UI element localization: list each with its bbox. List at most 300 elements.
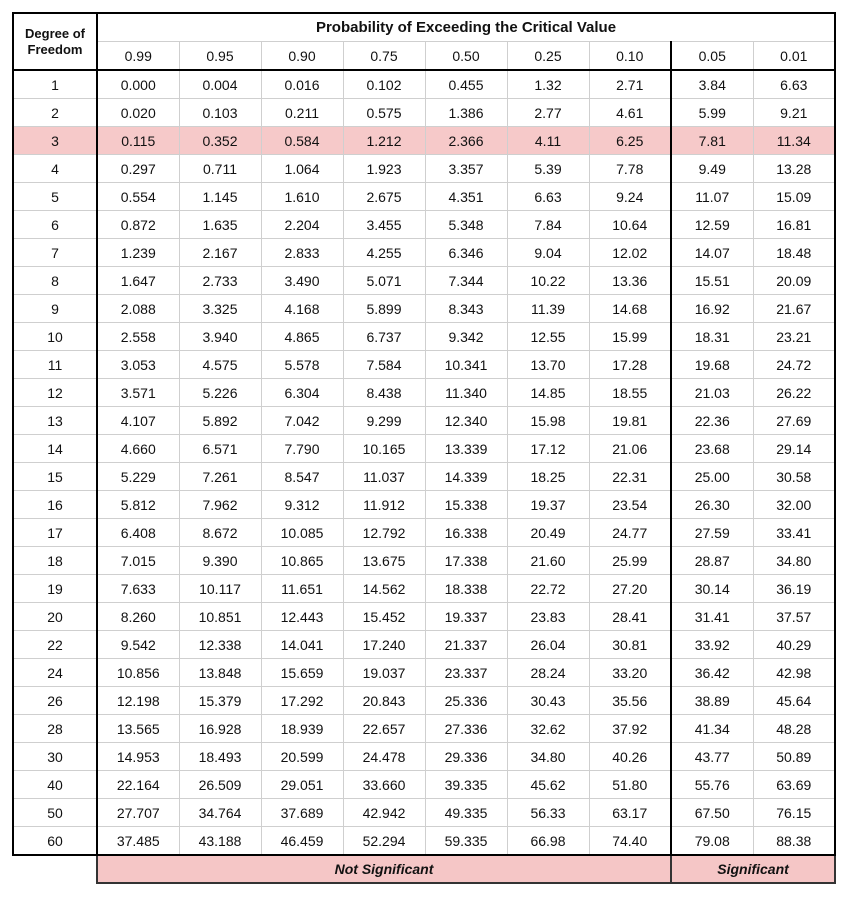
table-row [13,295,835,323]
critical-value-cell: 30.81 [589,631,671,659]
table-row-highlighted [13,127,835,155]
critical-value-cell: 14.041 [261,631,343,659]
critical-value-cell: 67.50 [671,799,753,827]
critical-value-cell: 25.99 [589,547,671,575]
critical-value-cell: 9.21 [753,99,835,127]
table-row [13,351,835,379]
critical-value-cell: 63.17 [589,799,671,827]
critical-value-cell: 3.357 [425,155,507,183]
critical-value-cell: 15.09 [753,183,835,211]
table-row [13,323,835,351]
critical-value-cell: 8.672 [179,519,261,547]
critical-value-cell: 13.339 [425,435,507,463]
table-row [13,407,835,435]
critical-value-cell: 22.164 [97,771,179,799]
critical-value-cell: 12.55 [507,323,589,351]
critical-value-cell: 0.016 [261,70,343,99]
critical-value-cell: 20.843 [343,687,425,715]
critical-value-cell: 1.064 [261,155,343,183]
critical-value-cell: 48.28 [753,715,835,743]
degree-of-freedom-cell: 15 [13,463,97,491]
critical-value-cell: 32.62 [507,715,589,743]
critical-value-cell: 41.34 [671,715,753,743]
critical-value-cell: 7.015 [97,547,179,575]
header-row-group [13,13,835,42]
critical-value-cell: 19.81 [589,407,671,435]
degree-of-freedom-cell: 3 [13,127,97,155]
critical-value-cell: 19.37 [507,491,589,519]
critical-value-cell: 24.72 [753,351,835,379]
critical-value-cell: 50.89 [753,743,835,771]
critical-value-cell: 4.11 [507,127,589,155]
degree-of-freedom-cell: 22 [13,631,97,659]
critical-value-cell: 0.297 [97,155,179,183]
critical-value-cell: 0.115 [97,127,179,155]
critical-value-cell: 9.312 [261,491,343,519]
critical-value-cell: 10.856 [97,659,179,687]
critical-value-cell: 66.98 [507,827,589,856]
table-row [13,771,835,799]
critical-value-cell: 1.239 [97,239,179,267]
critical-value-cell: 26.04 [507,631,589,659]
critical-value-cell: 29.051 [261,771,343,799]
critical-value-cell: 4.865 [261,323,343,351]
critical-value-cell: 2.558 [97,323,179,351]
critical-value-cell: 52.294 [343,827,425,856]
critical-value-cell: 3.84 [671,70,753,99]
critical-value-cell: 7.962 [179,491,261,519]
critical-value-cell: 2.675 [343,183,425,211]
critical-value-cell: 32.00 [753,491,835,519]
critical-value-cell: 0.211 [261,99,343,127]
probability-header: 0.90 [261,42,343,71]
critical-value-cell: 0.711 [179,155,261,183]
critical-value-cell: 25.336 [425,687,507,715]
critical-value-cell: 45.64 [753,687,835,715]
critical-value-cell: 7.81 [671,127,753,155]
critical-value-cell: 34.80 [753,547,835,575]
critical-value-cell: 11.912 [343,491,425,519]
critical-value-cell: 23.54 [589,491,671,519]
degree-of-freedom-cell: 24 [13,659,97,687]
table-footer [13,855,835,883]
critical-value-cell: 15.99 [589,323,671,351]
critical-value-cell: 6.346 [425,239,507,267]
degree-of-freedom-cell: 4 [13,155,97,183]
degree-of-freedom-cell: 8 [13,267,97,295]
probability-header: 0.25 [507,42,589,71]
critical-value-cell: 0.102 [343,70,425,99]
critical-value-cell: 7.042 [261,407,343,435]
critical-value-cell: 5.899 [343,295,425,323]
critical-value-cell: 10.085 [261,519,343,547]
critical-value-cell: 42.942 [343,799,425,827]
critical-value-cell: 13.70 [507,351,589,379]
table-row [13,659,835,687]
critical-value-cell: 55.76 [671,771,753,799]
critical-value-cell: 35.56 [589,687,671,715]
degree-of-freedom-cell: 11 [13,351,97,379]
table-row [13,687,835,715]
critical-value-cell: 12.792 [343,519,425,547]
critical-value-cell: 4.660 [97,435,179,463]
critical-value-cell: 21.337 [425,631,507,659]
table-row [13,519,835,547]
degree-of-freedom-header [13,13,97,70]
critical-value-cell: 28.24 [507,659,589,687]
critical-value-cell: 4.351 [425,183,507,211]
degree-of-freedom-cell: 28 [13,715,97,743]
critical-value-cell: 33.41 [753,519,835,547]
critical-value-cell: 10.341 [425,351,507,379]
critical-value-cell: 19.337 [425,603,507,631]
critical-value-cell: 11.39 [507,295,589,323]
critical-value-cell: 15.659 [261,659,343,687]
critical-value-cell: 11.34 [753,127,835,155]
significant-band: Significant [671,855,835,883]
critical-value-cell: 27.59 [671,519,753,547]
degree-of-freedom-cell: 60 [13,827,97,856]
degree-of-freedom-cell: 14 [13,435,97,463]
table-row [13,155,835,183]
degree-of-freedom-cell: 20 [13,603,97,631]
critical-value-cell: 20.599 [261,743,343,771]
degree-of-freedom-cell: 17 [13,519,97,547]
table-row [13,463,835,491]
critical-value-cell: 29.14 [753,435,835,463]
critical-value-cell: 2.088 [97,295,179,323]
critical-value-cell: 16.338 [425,519,507,547]
critical-value-cell: 0.020 [97,99,179,127]
critical-value-cell: 29.336 [425,743,507,771]
critical-value-cell: 8.547 [261,463,343,491]
critical-value-cell: 40.29 [753,631,835,659]
critical-value-cell: 21.06 [589,435,671,463]
critical-value-cell: 0.575 [343,99,425,127]
critical-value-cell: 2.167 [179,239,261,267]
critical-value-cell: 25.00 [671,463,753,491]
critical-value-cell: 0.584 [261,127,343,155]
critical-value-cell: 3.940 [179,323,261,351]
critical-value-cell: 18.55 [589,379,671,407]
probability-header: 0.50 [425,42,507,71]
critical-value-cell: 33.92 [671,631,753,659]
critical-value-cell: 30.43 [507,687,589,715]
critical-value-cell: 7.78 [589,155,671,183]
degree-of-freedom-cell: 13 [13,407,97,435]
table-row [13,547,835,575]
table-row [13,267,835,295]
table-row [13,631,835,659]
critical-value-cell: 6.408 [97,519,179,547]
critical-value-cell: 37.485 [97,827,179,856]
critical-value-cell: 37.57 [753,603,835,631]
critical-value-cell: 18.31 [671,323,753,351]
critical-value-cell: 19.68 [671,351,753,379]
critical-value-cell: 26.509 [179,771,261,799]
degree-of-freedom-cell: 40 [13,771,97,799]
critical-value-cell: 46.459 [261,827,343,856]
critical-value-cell: 21.67 [753,295,835,323]
table-row [13,799,835,827]
critical-value-cell: 2.366 [425,127,507,155]
table-row [13,743,835,771]
critical-value-cell: 2.833 [261,239,343,267]
probability-header: 0.05 [671,42,753,71]
critical-value-cell: 15.379 [179,687,261,715]
table-row [13,183,835,211]
critical-value-cell: 10.865 [261,547,343,575]
degree-header-line1: Degree of [25,25,85,41]
critical-value-cell: 12.338 [179,631,261,659]
probability-header: 0.75 [343,42,425,71]
critical-value-cell: 63.69 [753,771,835,799]
critical-value-cell: 4.107 [97,407,179,435]
critical-value-cell: 17.240 [343,631,425,659]
footer-spacer [13,855,97,883]
critical-value-cell: 23.83 [507,603,589,631]
critical-value-cell: 4.575 [179,351,261,379]
critical-value-cell: 27.69 [753,407,835,435]
critical-value-cell: 34.80 [507,743,589,771]
degree-of-freedom-cell: 50 [13,799,97,827]
degree-of-freedom-cell: 6 [13,211,97,239]
table-row [13,827,835,856]
critical-value-cell: 17.28 [589,351,671,379]
critical-value-cell: 7.790 [261,435,343,463]
probability-group-header: Probability of Exceeding the Critical Value [97,13,835,42]
critical-value-cell: 51.80 [589,771,671,799]
critical-value-cell: 12.59 [671,211,753,239]
critical-value-cell: 28.87 [671,547,753,575]
critical-value-cell: 49.335 [425,799,507,827]
critical-value-cell: 24.77 [589,519,671,547]
critical-value-cell: 5.071 [343,267,425,295]
critical-value-cell: 10.117 [179,575,261,603]
critical-value-cell: 9.24 [589,183,671,211]
degree-of-freedom-cell: 12 [13,379,97,407]
critical-value-cell: 6.571 [179,435,261,463]
critical-value-cell: 74.40 [589,827,671,856]
critical-value-cell: 39.335 [425,771,507,799]
critical-value-cell: 56.33 [507,799,589,827]
critical-value-cell: 20.49 [507,519,589,547]
critical-value-cell: 27.707 [97,799,179,827]
critical-value-cell: 21.03 [671,379,753,407]
critical-value-cell: 9.342 [425,323,507,351]
critical-value-cell: 15.98 [507,407,589,435]
table-row [13,435,835,463]
critical-value-cell: 6.304 [261,379,343,407]
critical-value-cell: 14.339 [425,463,507,491]
probability-header: 0.99 [97,42,179,71]
critical-value-cell: 6.63 [753,70,835,99]
critical-value-cell: 9.04 [507,239,589,267]
critical-value-cell: 11.037 [343,463,425,491]
critical-value-cell: 38.89 [671,687,753,715]
critical-value-cell: 0.000 [97,70,179,99]
critical-value-cell: 33.20 [589,659,671,687]
table-row [13,715,835,743]
critical-value-cell: 36.42 [671,659,753,687]
critical-value-cell: 9.390 [179,547,261,575]
critical-value-cell: 5.99 [671,99,753,127]
critical-value-cell: 22.36 [671,407,753,435]
critical-value-cell: 4.61 [589,99,671,127]
critical-value-cell: 42.98 [753,659,835,687]
chi-square-table-container [12,12,836,884]
critical-value-cell: 36.19 [753,575,835,603]
critical-value-cell: 9.299 [343,407,425,435]
critical-value-cell: 0.103 [179,99,261,127]
critical-value-cell: 33.660 [343,771,425,799]
table-row [13,379,835,407]
degree-of-freedom-cell: 2 [13,99,97,127]
critical-value-cell: 7.84 [507,211,589,239]
significance-band-row [13,855,835,883]
critical-value-cell: 79.08 [671,827,753,856]
critical-value-cell: 21.60 [507,547,589,575]
critical-value-cell: 17.292 [261,687,343,715]
critical-value-cell: 7.261 [179,463,261,491]
critical-value-cell: 17.338 [425,547,507,575]
critical-value-cell: 45.62 [507,771,589,799]
critical-value-cell: 10.165 [343,435,425,463]
critical-value-cell: 6.737 [343,323,425,351]
critical-value-cell: 17.12 [507,435,589,463]
critical-value-cell: 13.28 [753,155,835,183]
critical-value-cell: 1.635 [179,211,261,239]
critical-value-cell: 1.32 [507,70,589,99]
critical-value-cell: 23.68 [671,435,753,463]
degree-header-line2: Freedom [27,41,83,57]
critical-value-cell: 2.77 [507,99,589,127]
critical-value-cell: 10.64 [589,211,671,239]
critical-value-cell: 13.565 [97,715,179,743]
critical-value-cell: 34.764 [179,799,261,827]
critical-value-cell: 15.51 [671,267,753,295]
critical-value-cell: 43.188 [179,827,261,856]
critical-value-cell: 1.647 [97,267,179,295]
critical-value-cell: 0.554 [97,183,179,211]
critical-value-cell: 15.338 [425,491,507,519]
critical-value-cell: 0.004 [179,70,261,99]
critical-value-cell: 59.335 [425,827,507,856]
critical-value-cell: 0.352 [179,127,261,155]
critical-value-cell: 12.02 [589,239,671,267]
critical-value-cell: 7.633 [97,575,179,603]
table-row [13,603,835,631]
critical-value-cell: 18.48 [753,239,835,267]
critical-value-cell: 14.68 [589,295,671,323]
critical-value-cell: 13.675 [343,547,425,575]
critical-value-cell: 0.455 [425,70,507,99]
critical-value-cell: 76.15 [753,799,835,827]
critical-value-cell: 31.41 [671,603,753,631]
degree-of-freedom-cell: 7 [13,239,97,267]
critical-value-cell: 5.892 [179,407,261,435]
critical-value-cell: 10.851 [179,603,261,631]
table-row [13,575,835,603]
table-row [13,211,835,239]
critical-value-cell: 8.260 [97,603,179,631]
table-row [13,70,835,99]
critical-value-cell: 0.872 [97,211,179,239]
critical-value-cell: 9.542 [97,631,179,659]
degree-of-freedom-cell: 30 [13,743,97,771]
chi-square-critical-value-table [12,12,836,884]
degree-of-freedom-cell: 9 [13,295,97,323]
critical-value-cell: 1.923 [343,155,425,183]
critical-value-cell: 3.571 [97,379,179,407]
critical-value-cell: 6.25 [589,127,671,155]
critical-value-cell: 1.610 [261,183,343,211]
probability-header: 0.01 [753,42,835,71]
critical-value-cell: 6.63 [507,183,589,211]
critical-value-cell: 16.92 [671,295,753,323]
critical-value-cell: 3.325 [179,295,261,323]
critical-value-cell: 37.92 [589,715,671,743]
critical-value-cell: 24.478 [343,743,425,771]
critical-value-cell: 20.09 [753,267,835,295]
degree-of-freedom-cell: 19 [13,575,97,603]
probability-header: 0.95 [179,42,261,71]
degree-of-freedom-cell: 26 [13,687,97,715]
critical-value-cell: 4.255 [343,239,425,267]
critical-value-cell: 30.58 [753,463,835,491]
critical-value-cell: 7.344 [425,267,507,295]
critical-value-cell: 13.848 [179,659,261,687]
critical-value-cell: 27.20 [589,575,671,603]
critical-value-cell: 3.053 [97,351,179,379]
probability-header: 0.10 [589,42,671,71]
critical-value-cell: 26.30 [671,491,753,519]
table-row [13,239,835,267]
degree-of-freedom-cell: 10 [13,323,97,351]
critical-value-cell: 27.336 [425,715,507,743]
critical-value-cell: 5.578 [261,351,343,379]
critical-value-cell: 3.490 [261,267,343,295]
table-header [13,13,835,70]
table-row [13,491,835,519]
critical-value-cell: 14.07 [671,239,753,267]
critical-value-cell: 5.39 [507,155,589,183]
critical-value-cell: 26.22 [753,379,835,407]
critical-value-cell: 88.38 [753,827,835,856]
critical-value-cell: 5.226 [179,379,261,407]
critical-value-cell: 9.49 [671,155,753,183]
degree-of-freedom-cell: 5 [13,183,97,211]
critical-value-cell: 19.037 [343,659,425,687]
critical-value-cell: 14.85 [507,379,589,407]
critical-value-cell: 11.340 [425,379,507,407]
critical-value-cell: 18.338 [425,575,507,603]
critical-value-cell: 18.25 [507,463,589,491]
degree-of-freedom-cell: 1 [13,70,97,99]
critical-value-cell: 14.953 [97,743,179,771]
not-significant-band: Not Significant [97,855,671,883]
critical-value-cell: 5.812 [97,491,179,519]
critical-value-cell: 15.452 [343,603,425,631]
header-row-probabilities [13,42,835,71]
critical-value-cell: 5.229 [97,463,179,491]
critical-value-cell: 43.77 [671,743,753,771]
critical-value-cell: 2.733 [179,267,261,295]
table-body [13,70,835,855]
critical-value-cell: 18.939 [261,715,343,743]
critical-value-cell: 5.348 [425,211,507,239]
critical-value-cell: 8.343 [425,295,507,323]
